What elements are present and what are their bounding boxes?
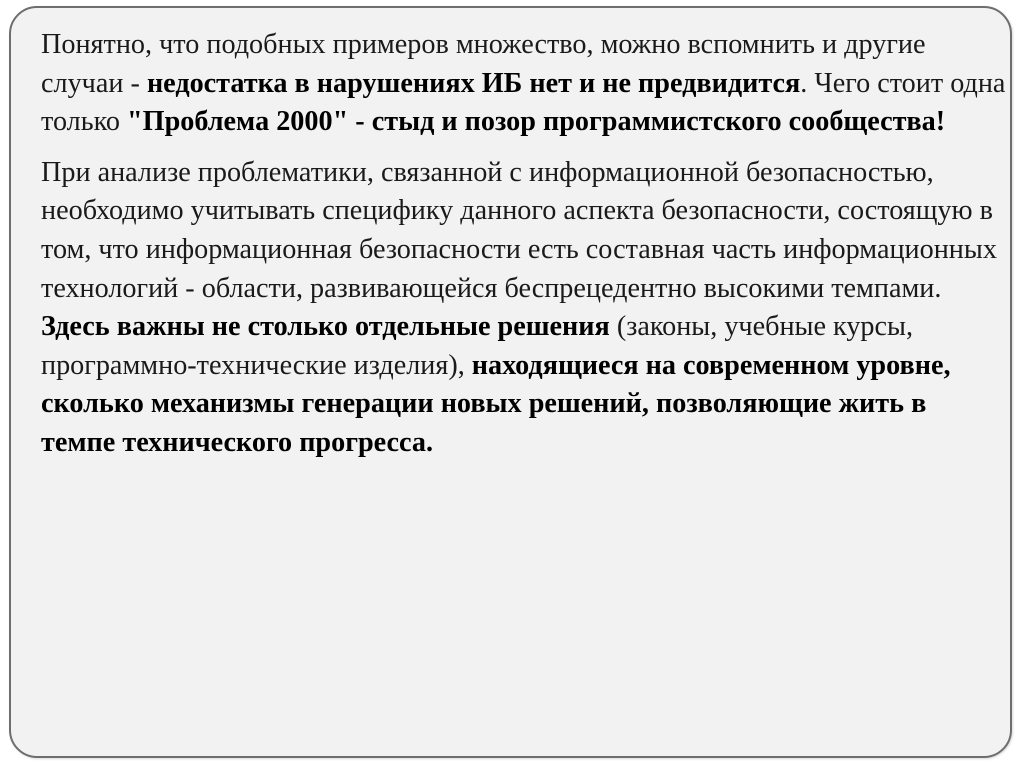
paragraph-1-bold-2: "Проблема 2000" - стыд и позор программистского сообщества! xyxy=(127,106,946,138)
paragraph-2-bold-2: находящиеся на современном уровне, сколько механизмы генерации новых решений, позволяющие жить в темпе технического прогресса. xyxy=(41,349,951,458)
paragraph-2-text-1: При анализе проблематики, связанной с информационной безопасностью, необходимо учитывать специфику данного аспекта безопасности, состоящую в том, что информационная безопасности есть составная часть информационных технологий - области, развивающейся беспрецедентно высокими темпами. xyxy=(41,156,997,304)
paragraph-1 xyxy=(41,26,1006,142)
paragraph-1-text-1: Понятно, что подобных примеров множество, можно вспомнить и другие случаи - xyxy=(41,29,926,99)
paragraph-2-text-2: (законы, учебные курсы, программно-технические изделия), xyxy=(41,311,914,381)
paragraph-1-text-2: . Чего стоит одна только xyxy=(41,67,1006,138)
paragraph-2 xyxy=(41,154,1006,463)
paragraph-2-bold-1: Здесь важны не столько отдельные решения xyxy=(41,311,610,343)
paragraph-1-bold-1: недостатка в нарушениях ИБ нет и не предвидится xyxy=(146,67,801,99)
slide-content xyxy=(41,26,1006,475)
slide-frame xyxy=(9,6,1012,758)
